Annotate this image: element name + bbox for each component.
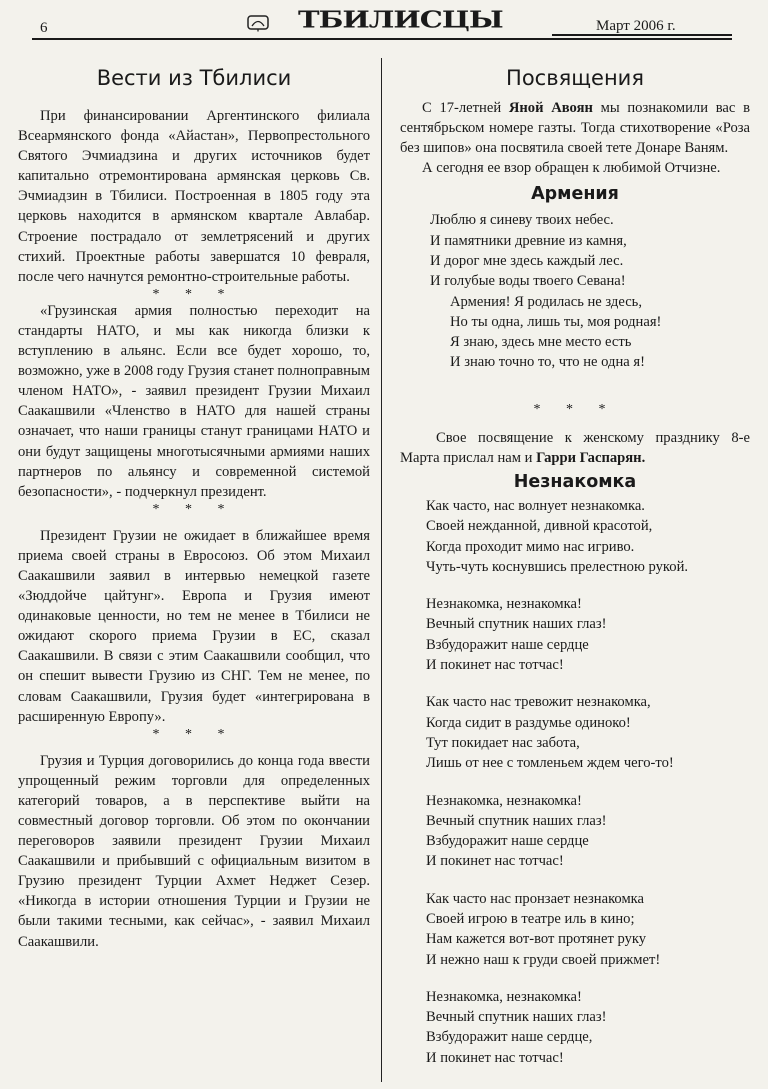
- poem-line: Своей нежданной, дивной красотой,: [426, 518, 653, 535]
- dedications-column: [400, 58, 750, 1068]
- header-rule: [32, 38, 732, 40]
- poem-line: Когда сидит в раздумье одиноко!: [426, 714, 631, 731]
- poem-line: И покинет нас тотчас!: [426, 1049, 564, 1066]
- poem-line: Как часто, нас волнует незнакомка.: [426, 497, 645, 514]
- poem-line: Вечный спутник наших глаз!: [426, 1009, 607, 1026]
- poem-line: И покинет нас тотчас!: [426, 853, 564, 870]
- poem-line: Своей игрою в театре иль в кино;: [426, 910, 635, 927]
- author-name: Гарри Гаспарян.: [536, 449, 646, 466]
- intro-paragraph: [400, 98, 750, 158]
- poem-line: Незнакомка, незнакомка!: [426, 596, 582, 613]
- poem-stanza: [426, 692, 750, 773]
- poem-line: Взбудоражит наше сердце,: [426, 1029, 593, 1046]
- author-name: Яной Авоян: [508, 100, 593, 116]
- poem-line: Взбудоражит наше сердце: [426, 636, 589, 653]
- poem-stanza: [426, 987, 750, 1068]
- intro-text: С 17-летней: [422, 100, 509, 116]
- header-rule-accent: [552, 34, 732, 36]
- intro-text: мы познакомили вас в сентябрьском номере газты. Тогда стихотворение «Роза без шипов» она посвятила своей тете Донаре Ваням.: [400, 100, 750, 157]
- news-section-title: Вести из Тбилиси: [96, 66, 292, 90]
- poem-line: И дорог мне здесь каждый лес.: [430, 252, 624, 269]
- poem-stanza: [450, 292, 750, 373]
- poem-neznakomka: [426, 496, 750, 1068]
- poem-line: И покинет нас тотчас!: [426, 657, 564, 674]
- separator-stars: * * *: [152, 501, 236, 517]
- separator-stars: * * *: [152, 726, 236, 742]
- poem-line: Нам кажется вот-вот протянет руку: [426, 931, 647, 948]
- column-divider: [381, 58, 382, 1082]
- poem-stanza: [430, 210, 750, 291]
- poem-line: И знаю точно то, что не одна я!: [450, 354, 645, 371]
- poem-line: Но ты одна, лишь ты, моя родная!: [450, 313, 662, 330]
- poem-stanza: [426, 594, 750, 675]
- page-number: 6: [40, 20, 48, 36]
- poem-line: И голубые воды твоего Севана!: [430, 273, 626, 290]
- news-paragraph: «Грузинская армия полностью переходит на стандарты НАТО, и мы как никогда близки к вступлению в альянс. Если все будет хорошо, то, возможно, уже в 2008 году Грузия станет полноправным членом НАТО», - заявил президент Грузии Михаил Саакашвили «Членство в НАТО для нашей страны означает, что наши границы станут границами НАТО и они будут защищены многотысячными армиями наших партнеров по альянсу и современной системой безопасности», - подчеркнул президент.: [18, 302, 370, 500]
- poem-line: Как часто нас тревожит незнакомка,: [426, 694, 651, 711]
- dedications-section-title: Посвящения: [506, 66, 644, 90]
- poem-title: Незнакомка: [513, 471, 637, 492]
- poem-stanza: [426, 791, 750, 872]
- intro-paragraph: [400, 428, 750, 468]
- news-paragraph: Президент Грузии не ожидает в ближайшее время приема своей страны в Евросоюз. Об этом Михаил Саакашвили заявил в интервью немецкой газете «Зюддойче цайтунг». Европа и Грузия имеют одинаковые ценности, но тем не менее в Тбилиси не ожидают скорого приема Грузии в ЕС, сказал Саакашвили. В связи с этим Саакашвили сообщил, что он спешит вывести Грузию из СНГ. Тем не менее, по словам Саакашвили, Грузия будет «интегрирована в расширенную Европу».: [18, 527, 370, 725]
- poem-line: Лишь от нее с томленьем ждем чего-то!: [426, 755, 674, 772]
- poem-line: Тут покидает нас забота,: [426, 734, 580, 751]
- news-paragraph: Грузия и Турция договорились до конца года ввести упрощенный режим торговли для определенных категорий товаров, а в перспективе выйти на совместный договор торговли. Об этом по окончании переговоров заявили президент Грузии Михаил Саакашвили и прибывший с официальным визитом в Грузию президент Турции Ахмет Неджет Сезер. «Никогда в истории отношения Турции и Грузии не были такими тесными, как сейчас», - заявил Михаил Саакашвили.: [18, 752, 370, 950]
- separator-stars: * * *: [533, 401, 617, 417]
- poem-line: Незнакомка, незнакомка!: [426, 988, 582, 1005]
- separator-stars: * * *: [152, 286, 236, 302]
- poem-line: Как часто нас пронзает незнакомка: [426, 890, 645, 907]
- poem-line: Взбудоражит наше сердце: [426, 833, 589, 850]
- poem-line: Незнакомка, незнакомка!: [426, 792, 582, 809]
- masthead: [0, 0, 768, 48]
- poem-line: Армения! Я родилась не здесь,: [450, 293, 642, 310]
- intro-text: Свое посвящение к женскому празднику 8-е Марта прислал нам и: [400, 429, 750, 466]
- intro-paragraph: А сегодня ее взор обращен к любимой Отчизне.: [422, 160, 721, 177]
- issue-date: Март 2006 г.: [596, 18, 676, 34]
- news-paragraph: При финансировании Аргентинского филиала Всеармянского фонда «Айастан», Первопрестольного Святого Эчмиадзина и других источников будет капитально отремонтирована армянская церковь Св. Эчмиадзин в Тбилиси. Построенная в 1805 году эта церковь находится в армянском квартале Авлабар. Строение пострадало от землетрясений и других стихий. Проектные работы завершатся 10 февраля, после чего начнутся ремонтно-строительные работы.: [18, 108, 370, 285]
- poem-armenia: [430, 210, 750, 372]
- newspaper-logo: ТБИЛИСЦЫ: [298, 6, 503, 34]
- poem-line: Вечный спутник наших глаз!: [426, 616, 607, 633]
- poem-line: Вечный спутник наших глаз!: [426, 812, 607, 829]
- poem-line: Я знаю, здесь мне место есть: [450, 334, 632, 351]
- poem-line: Люблю я синеву твоих небес.: [430, 212, 614, 229]
- emblem-icon: [246, 14, 270, 32]
- poem-stanza: [426, 889, 750, 970]
- poem-line: И памятники древние из камня,: [430, 232, 627, 249]
- poem-stanza: [426, 496, 750, 577]
- poem-line: Когда проходит мимо нас игриво.: [426, 538, 635, 555]
- news-column: [18, 58, 370, 952]
- poem-line: И нежно наш к груди своей прижмет!: [426, 951, 661, 968]
- poem-title: Армения: [531, 184, 619, 205]
- poem-line: Чуть-чуть коснувшись прелестною рукой.: [426, 558, 689, 575]
